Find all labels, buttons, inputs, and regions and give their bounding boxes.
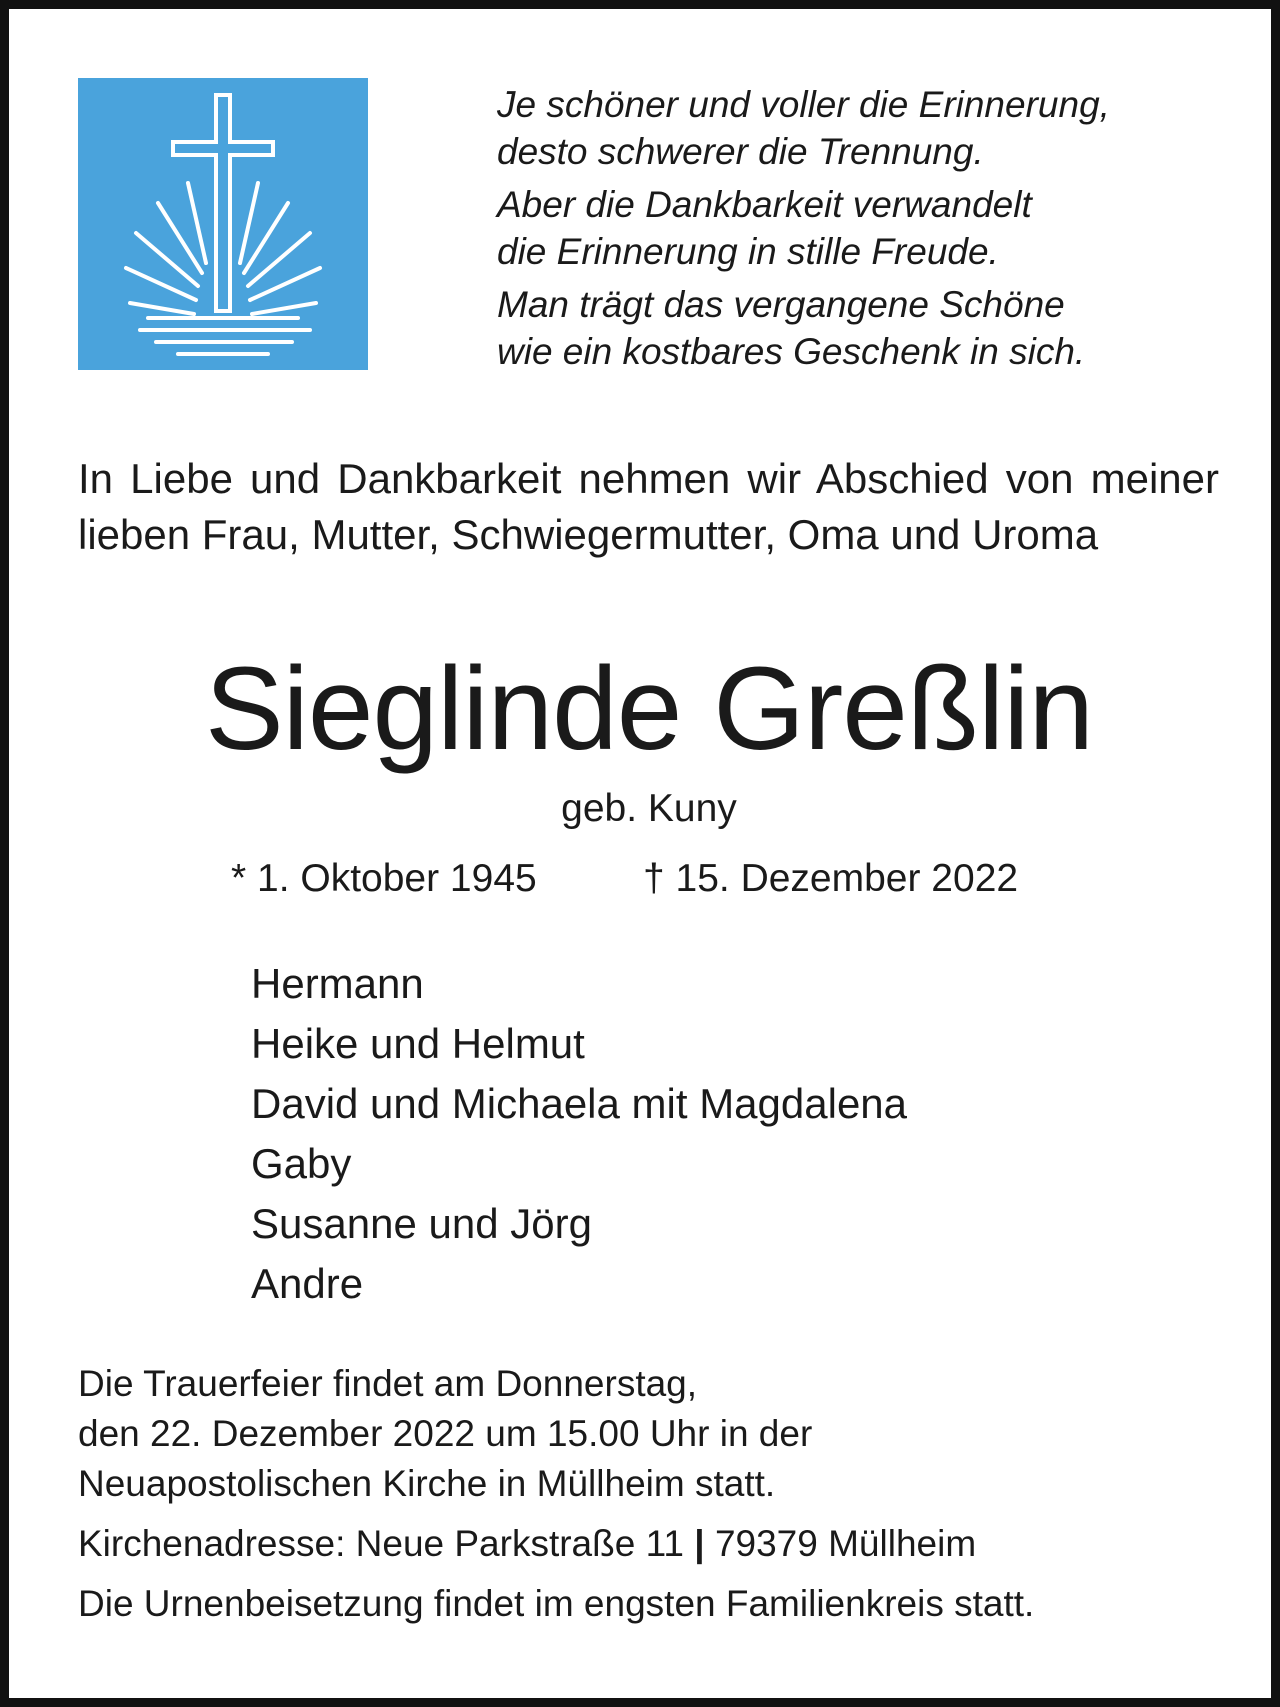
service-info (78, 1359, 1258, 1639)
family-list (251, 954, 907, 1314)
poem-line: Aber die Dankbarkeit verwandelt (497, 184, 1032, 225)
poem-line: desto schwerer die Trennung. (497, 131, 984, 172)
family-member: Andre (251, 1260, 364, 1307)
maiden-name: geb. Kuny (561, 787, 737, 830)
poem-line: Je schöner und voller die Erinnerung, (497, 84, 1110, 125)
death-date: † 15. Dezember 2022 (643, 857, 1019, 900)
address-street: Kirchenadresse: Neue Parkstraße 11 (78, 1523, 685, 1564)
service-line: Neuapostolischen Kirche in Müllheim statt. (78, 1463, 776, 1504)
church-address (78, 1519, 1258, 1569)
life-dates (231, 855, 1019, 903)
poem-line: die Erinnerung in stille Freude. (497, 231, 999, 272)
family-member: Susanne und Jörg (251, 1200, 592, 1247)
poem-stanza (497, 81, 1257, 175)
deceased-name: Sieglinde Greßlin (204, 643, 1094, 775)
urn-burial-note: Die Urnenbeisetzung findet im engsten Familienkreis statt. (78, 1583, 1035, 1624)
poem-stanza (497, 281, 1257, 375)
service-details (78, 1359, 1258, 1509)
service-line: Die Trauerfeier findet am Donnerstag, (78, 1363, 698, 1404)
service-line: den 22. Dezember 2022 um 15.00 Uhr in der (78, 1413, 813, 1454)
farewell-intro: In Liebe und Dankbarkeit nehmen wir Abschied von meiner lieben Frau, Mutter, Schwiegermutter, Oma und Uroma (78, 455, 1219, 558)
poem-line: Man trägt das vergangene Schöne (497, 284, 1065, 325)
poem-line: wie ein kostbares Geschenk in sich. (497, 331, 1086, 372)
poem-stanza (497, 181, 1257, 275)
family-member: Gaby (251, 1140, 352, 1187)
cross-sunrise-icon (78, 78, 368, 370)
family-member: David und Michaela mit Magdalena (251, 1080, 908, 1127)
address-city: 79379 Müllheim (714, 1523, 977, 1564)
family-member: Hermann (251, 960, 424, 1007)
family-member: Heike und Helmut (251, 1020, 585, 1067)
birth-date: * 1. Oktober 1945 (231, 857, 537, 900)
address-separator: | (694, 1523, 705, 1564)
memorial-poem (497, 81, 1257, 381)
